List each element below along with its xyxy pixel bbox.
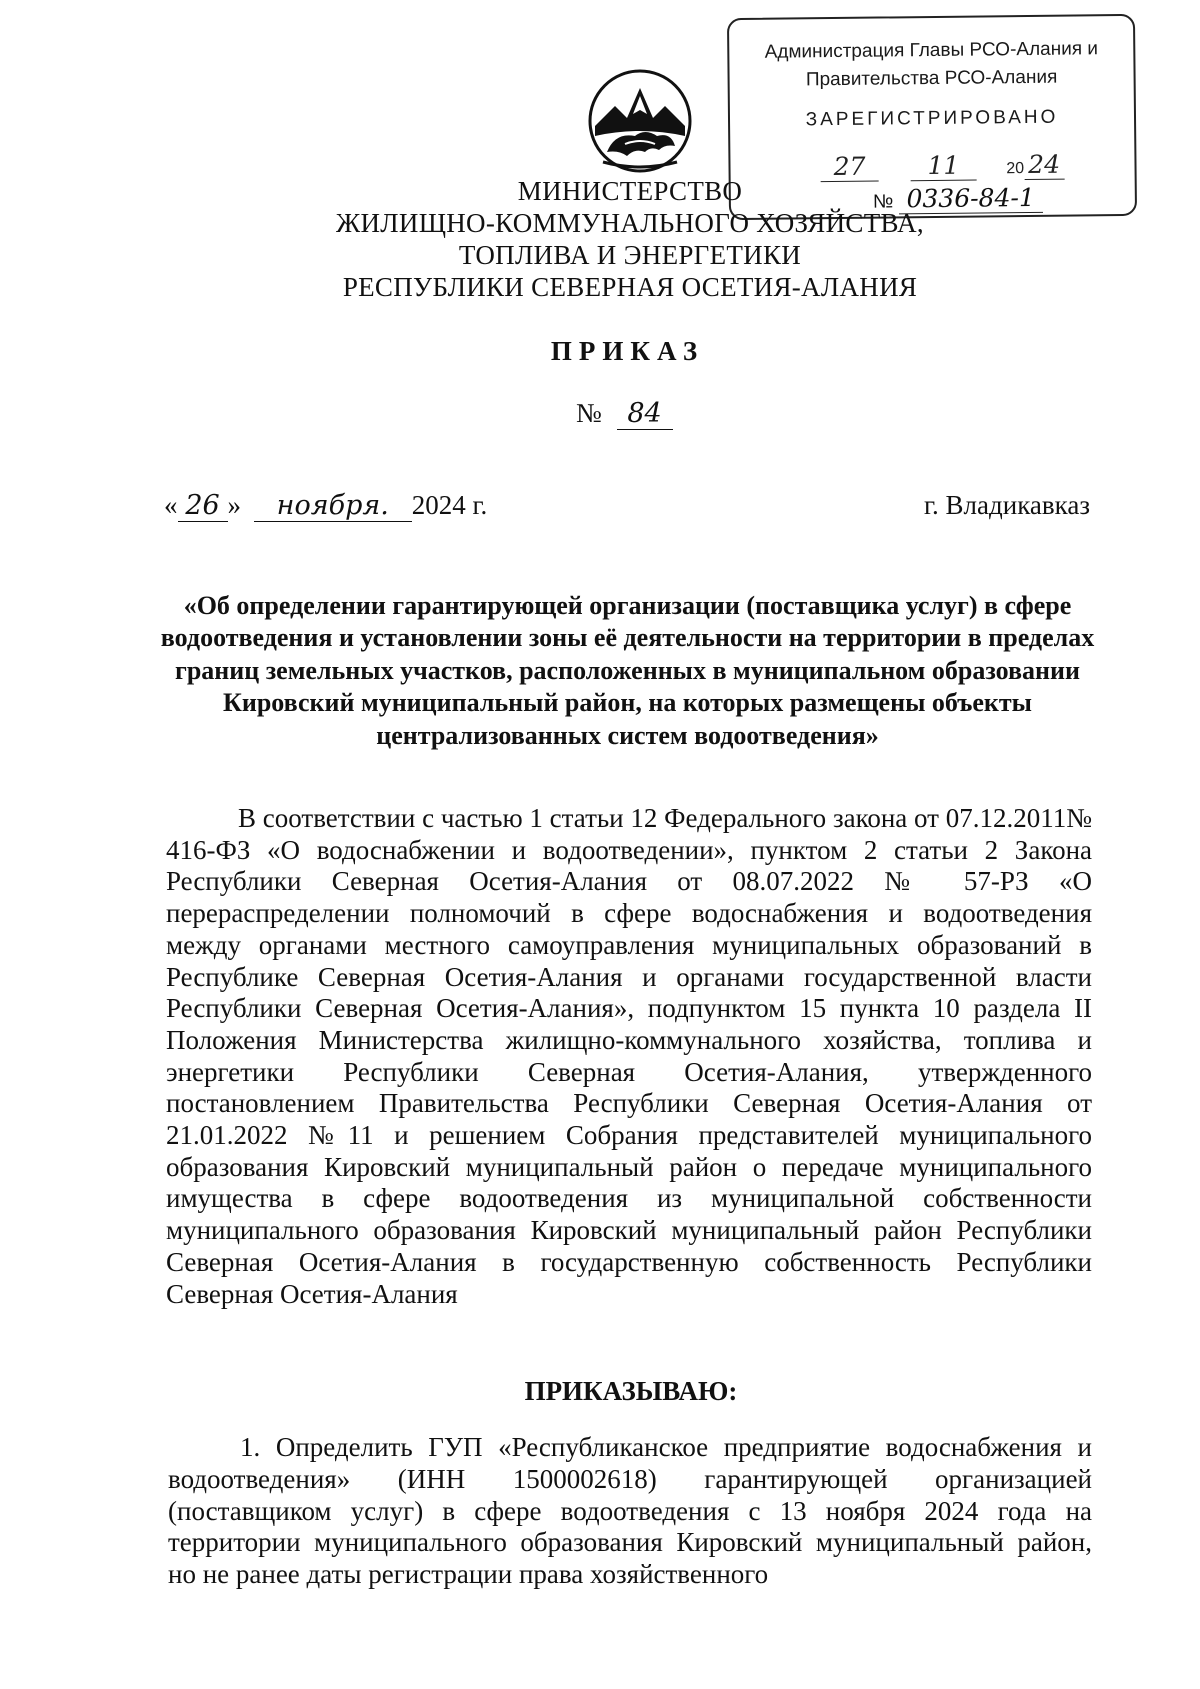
stamp-date-month: 11: [910, 151, 976, 182]
ministry-header-line4: РЕСПУБЛИКИ СЕВЕРНАЯ ОСЕТИЯ-АЛАНИЯ: [342, 272, 918, 302]
stamp-number-label: №: [872, 191, 894, 213]
stamp-date-day: 27: [820, 152, 878, 183]
coat-of-arms-emblem: [585, 66, 695, 176]
order-date-day: 26: [178, 490, 228, 522]
order-heading: ПРИКАЗЫВАЮ:: [524, 1376, 738, 1406]
stamp-number-value: 0336-84-1: [898, 183, 1043, 215]
date-close-quote: »: [227, 490, 241, 520]
order-subject: «Об определении гарантирующей организации (поставщика услуг) в сфере водоотведения и установлении зоны её деятельности на территории в пределах границ земельных участков, расположенных в муниципальном образовании Кировский муниципальный район, на которых размещены объекты централизованных систем водоотведения»: [160, 591, 1095, 750]
date-open-quote: «: [164, 490, 178, 520]
ministry-header-line1: МИНИСТЕРСТВО: [517, 176, 743, 206]
order-date-year: 2024 г.: [411, 490, 488, 520]
order-number-label: №: [576, 398, 602, 428]
order-city: г. Владикавказ: [924, 490, 1090, 520]
order-date-month: ноября.: [254, 490, 412, 522]
stamp-registered-label: ЗАРЕГИСТРИРОВАНО: [805, 106, 1059, 131]
order-item-1: 1. Определить ГУП «Республиканское предприятие водоснабжения и водоотведения» (ИНН 1500002618) гарантирующей организацией (поставщиком услуг) в сфере водоотведения с 13 ноября 2024 года на территории муниципального образования Кировский муниципальный район, но не ранее даты регистрации права хозяйственного: [168, 1432, 1092, 1590]
order-date: [164, 490, 487, 522]
order-number-value: 84: [617, 398, 673, 430]
stamp-line-administration: Администрация Главы РСО-Алания и: [764, 38, 1099, 63]
preamble-paragraph: В соответствии с частью 1 статьи 12 Федерального закона от 07.12.2011№ 416-ФЗ «О водоснабжении и водоотведении», пунктом 2 статьи 2 Закона Республики Северная Осетия-Алания от 08.07.2022 № 57-РЗ «О перераспределении полномочий в сфере водоснабжения и водоотведения между органами местного самоуправления муниципальных образований в Республике Северная Осетия-Алания и органами государственной власти Республики Северная Осетия-Алания», подпунктом 15 пункта 10 раздела II Положения Министерства жилищно-коммунального хозяйства, топлива и энергетики Республики Северная Осетия-Алания, утвержденного постановлением Правительства Республики Северная Осетия-Алания от 21.01.2022 №11 и решением Собрания представителей муниципального образования Кировский муниципальный район о передаче муниципального имущества в сфере водоотведения из муниципальной собственности муниципального образования Кировский муниципальный район Республики Северная Осетия-Алания в государственную собственность Республики Северная Осетия-Алания: [166, 803, 1092, 1309]
order-number: [576, 398, 673, 430]
stamp-date-year: 24: [1024, 150, 1064, 180]
stamp-date-year-prefix: 20: [1006, 160, 1025, 178]
document-type-title: ПРИКАЗ: [550, 336, 705, 366]
stamp-line-government: Правительства РСО-Алания: [805, 66, 1058, 91]
ministry-header-line2: ЖИЛИЩНО-КОММУНАЛЬНОГО ХОЗЯЙСТВА,: [336, 208, 924, 238]
ministry-header-line3: ТОПЛИВА И ЭНЕРГЕТИКИ: [458, 240, 802, 270]
